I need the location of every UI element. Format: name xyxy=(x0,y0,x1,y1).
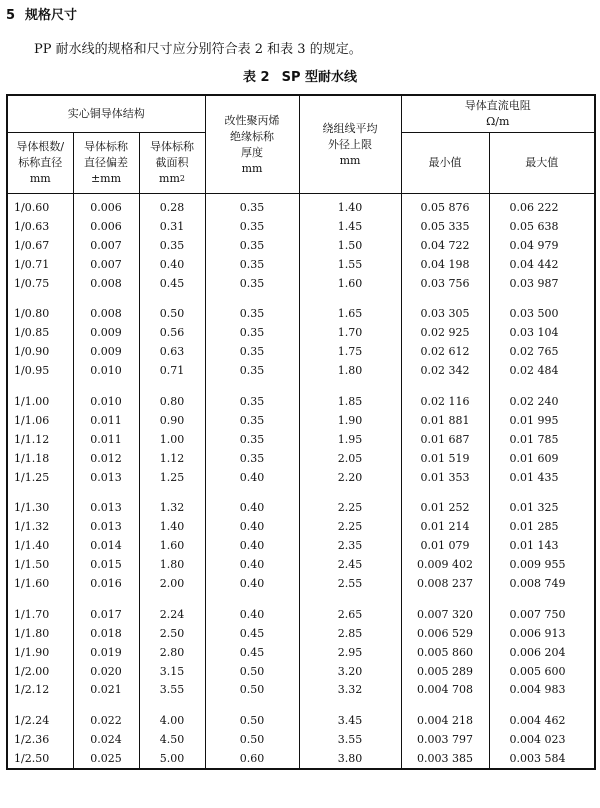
cell-outer-diameter: 1.80 xyxy=(299,361,401,380)
cell-diameter-deviation: 0.011 xyxy=(73,411,139,430)
cell-resistance-min: 0.03 305 xyxy=(401,304,489,323)
table-row xyxy=(7,392,595,411)
header-deviation-line: 导体标称 xyxy=(84,140,128,153)
header-section-line: 截面积 xyxy=(155,156,189,169)
table-row xyxy=(7,555,595,574)
cell-diameter-deviation: 0.009 xyxy=(73,342,139,361)
cell-outer-diameter: 2.05 xyxy=(299,449,401,468)
table-row xyxy=(7,680,595,699)
cell-diameter-deviation: 0.013 xyxy=(73,517,139,536)
cell-insulation-thickness: 0.45 xyxy=(205,643,299,662)
cell-outer-diameter: 3.80 xyxy=(299,749,401,769)
cell-resistance-max: 0.009 955 xyxy=(489,555,595,574)
cell-insulation-thickness: 0.40 xyxy=(205,468,299,487)
cell-diameter-deviation: 0.006 xyxy=(73,217,139,236)
cell-outer-diameter: 2.55 xyxy=(299,574,401,593)
cell-resistance-max: 0.01 143 xyxy=(489,536,595,555)
cell-resistance-min: 0.03 756 xyxy=(401,274,489,293)
cell-cross-section: 3.15 xyxy=(139,662,205,681)
table-row xyxy=(7,323,595,342)
header-conductor-structure: 实心铜导体结构 xyxy=(7,95,205,133)
table-row xyxy=(7,194,595,217)
spacer-cell xyxy=(401,593,489,605)
spacer-cell xyxy=(7,380,73,392)
cell-resistance-min: 0.005 289 xyxy=(401,662,489,681)
spacer-cell xyxy=(401,486,489,498)
cell-cross-section: 0.50 xyxy=(139,304,205,323)
table-row xyxy=(7,304,595,323)
cell-resistance-min: 0.02 116 xyxy=(401,392,489,411)
cell-resistance-min: 0.04 198 xyxy=(401,255,489,274)
header-insulation-thickness xyxy=(205,95,299,194)
spacer-cell xyxy=(7,486,73,498)
cell-insulation-thickness: 0.40 xyxy=(205,517,299,536)
cell-insulation-thickness: 0.40 xyxy=(205,555,299,574)
table-row xyxy=(7,624,595,643)
cell-outer-diameter: 1.85 xyxy=(299,392,401,411)
header-min-value: 最小值 xyxy=(401,133,489,194)
cell-insulation-thickness: 0.40 xyxy=(205,498,299,517)
table-row xyxy=(7,217,595,236)
cell-outer-diameter: 2.95 xyxy=(299,643,401,662)
cell-resistance-min: 0.01 079 xyxy=(401,536,489,555)
cell-outer-diameter: 2.25 xyxy=(299,498,401,517)
cell-cross-section: 0.63 xyxy=(139,342,205,361)
cell-resistance-max: 0.03 104 xyxy=(489,323,595,342)
table-row xyxy=(7,274,595,293)
cell-resistance-min: 0.04 722 xyxy=(401,236,489,255)
cell-cross-section: 0.45 xyxy=(139,274,205,293)
cell-diameter-deviation: 0.016 xyxy=(73,574,139,593)
cell-insulation-thickness: 0.35 xyxy=(205,342,299,361)
cell-cross-section: 2.50 xyxy=(139,624,205,643)
cell-cross-section: 0.56 xyxy=(139,323,205,342)
cell-resistance-max: 0.004 023 xyxy=(489,730,595,749)
cell-outer-diameter: 1.40 xyxy=(299,194,401,217)
section-heading xyxy=(6,4,77,23)
header-outer-diameter-line: 外径上限 xyxy=(328,137,373,151)
cell-count-diameter: 1/0.85 xyxy=(7,323,73,342)
cell-cross-section: 0.90 xyxy=(139,411,205,430)
table-row xyxy=(7,711,595,730)
cell-insulation-thickness: 0.60 xyxy=(205,749,299,769)
cell-resistance-max: 0.01 285 xyxy=(489,517,595,536)
spacer-cell xyxy=(489,699,595,711)
table-caption-label: 表 2 xyxy=(243,70,270,85)
cell-diameter-deviation: 0.011 xyxy=(73,430,139,449)
cell-insulation-thickness: 0.35 xyxy=(205,304,299,323)
cell-insulation-thickness: 0.35 xyxy=(205,449,299,468)
cell-count-diameter: 1/1.60 xyxy=(7,574,73,593)
cell-resistance-min: 0.01 214 xyxy=(401,517,489,536)
cell-insulation-thickness: 0.50 xyxy=(205,730,299,749)
cell-resistance-min: 0.05 335 xyxy=(401,217,489,236)
spacer-cell xyxy=(205,593,299,605)
cell-resistance-min: 0.01 881 xyxy=(401,411,489,430)
cell-resistance-max: 0.005 600 xyxy=(489,662,595,681)
cell-count-diameter: 1/0.71 xyxy=(7,255,73,274)
cell-count-diameter: 1/0.90 xyxy=(7,342,73,361)
cell-count-diameter: 1/1.18 xyxy=(7,449,73,468)
cell-outer-diameter: 3.45 xyxy=(299,711,401,730)
cell-outer-diameter: 2.35 xyxy=(299,536,401,555)
header-deviation-unit: ±mm xyxy=(90,172,122,185)
cell-resistance-max: 0.02 765 xyxy=(489,342,595,361)
cell-resistance-max: 0.04 442 xyxy=(489,255,595,274)
cell-outer-diameter: 2.65 xyxy=(299,605,401,624)
cell-resistance-max: 0.01 995 xyxy=(489,411,595,430)
cell-outer-diameter: 2.25 xyxy=(299,517,401,536)
spacer-cell xyxy=(205,380,299,392)
header-dc-resistance xyxy=(401,95,595,133)
cell-resistance-max: 0.04 979 xyxy=(489,236,595,255)
spacer-cell xyxy=(205,292,299,304)
cell-cross-section: 0.28 xyxy=(139,194,205,217)
cell-resistance-max: 0.03 500 xyxy=(489,304,595,323)
cell-insulation-thickness: 0.40 xyxy=(205,605,299,624)
cell-outer-diameter: 1.70 xyxy=(299,323,401,342)
cell-count-diameter: 1/2.36 xyxy=(7,730,73,749)
cell-diameter-deviation: 0.015 xyxy=(73,555,139,574)
header-dc-resistance-title: 导体直流电阻 xyxy=(464,99,531,112)
cell-resistance-min: 0.02 925 xyxy=(401,323,489,342)
table-row xyxy=(7,498,595,517)
spacer-cell xyxy=(299,292,401,304)
group-spacer xyxy=(7,380,595,392)
cell-resistance-max: 0.01 609 xyxy=(489,449,595,468)
header-max-value: 最大值 xyxy=(489,133,595,194)
cell-resistance-min: 0.004 708 xyxy=(401,680,489,699)
cell-cross-section: 1.12 xyxy=(139,449,205,468)
cell-cross-section: 2.00 xyxy=(139,574,205,593)
cell-diameter-deviation: 0.014 xyxy=(73,536,139,555)
table-row xyxy=(7,517,595,536)
table-row xyxy=(7,574,595,593)
cell-outer-diameter: 3.32 xyxy=(299,680,401,699)
cell-count-diameter: 1/1.40 xyxy=(7,536,73,555)
cell-resistance-min: 0.006 529 xyxy=(401,624,489,643)
spacer-cell xyxy=(7,699,73,711)
cell-diameter-deviation: 0.010 xyxy=(73,392,139,411)
cell-outer-diameter: 1.45 xyxy=(299,217,401,236)
header-outer-diameter-unit: mm xyxy=(339,153,361,167)
cell-resistance-min: 0.004 218 xyxy=(401,711,489,730)
cell-insulation-thickness: 0.35 xyxy=(205,274,299,293)
cell-resistance-min: 0.009 402 xyxy=(401,555,489,574)
cell-insulation-thickness: 0.35 xyxy=(205,323,299,342)
cell-outer-diameter: 2.85 xyxy=(299,624,401,643)
cell-resistance-min: 0.007 320 xyxy=(401,605,489,624)
cell-count-diameter: 1/2.00 xyxy=(7,662,73,681)
cell-resistance-min: 0.05 876 xyxy=(401,194,489,217)
cell-count-diameter: 1/1.06 xyxy=(7,411,73,430)
section-number: 5 xyxy=(6,8,16,23)
cell-resistance-max: 0.05 638 xyxy=(489,217,595,236)
table-row xyxy=(7,255,595,274)
header-count-diameter-unit: mm xyxy=(29,172,51,185)
header-section-line: 导体标称 xyxy=(150,140,195,153)
cell-cross-section: 1.60 xyxy=(139,536,205,555)
header-outer-diameter xyxy=(299,95,401,194)
cell-outer-diameter: 1.60 xyxy=(299,274,401,293)
cell-cross-section: 0.31 xyxy=(139,217,205,236)
cell-outer-diameter: 1.50 xyxy=(299,236,401,255)
cell-resistance-min: 0.02 342 xyxy=(401,361,489,380)
table-row xyxy=(7,749,595,769)
table-row xyxy=(7,605,595,624)
cell-resistance-max: 0.006 204 xyxy=(489,643,595,662)
cell-diameter-deviation: 0.013 xyxy=(73,498,139,517)
cell-insulation-thickness: 0.35 xyxy=(205,430,299,449)
spacer-cell xyxy=(139,292,205,304)
cell-count-diameter: 1/2.24 xyxy=(7,711,73,730)
spacer-cell xyxy=(139,486,205,498)
spec-table xyxy=(6,94,596,770)
spacer-cell xyxy=(401,380,489,392)
cell-insulation-thickness: 0.45 xyxy=(205,624,299,643)
table-caption xyxy=(0,66,600,85)
spacer-cell xyxy=(299,699,401,711)
cell-cross-section: 5.00 xyxy=(139,749,205,769)
spacer-cell xyxy=(139,699,205,711)
spacer-cell xyxy=(299,593,401,605)
header-deviation-line: 直径偏差 xyxy=(84,156,128,169)
table-row xyxy=(7,430,595,449)
group-spacer xyxy=(7,292,595,304)
section-title: 规格尺寸 xyxy=(25,8,78,23)
cell-resistance-max: 0.008 749 xyxy=(489,574,595,593)
spacer-cell xyxy=(7,292,73,304)
cell-cross-section: 2.24 xyxy=(139,605,205,624)
header-cross-section xyxy=(139,133,205,194)
cell-diameter-deviation: 0.007 xyxy=(73,236,139,255)
header-insulation-line: 厚度 xyxy=(241,145,264,159)
spacer-cell xyxy=(401,699,489,711)
header-count-diameter-line: 导体根数/ xyxy=(16,140,65,153)
spacer-cell xyxy=(299,380,401,392)
cell-diameter-deviation: 0.008 xyxy=(73,304,139,323)
cell-cross-section: 1.80 xyxy=(139,555,205,574)
cell-count-diameter: 1/1.50 xyxy=(7,555,73,574)
cell-outer-diameter: 1.65 xyxy=(299,304,401,323)
cell-outer-diameter: 1.75 xyxy=(299,342,401,361)
table-row xyxy=(7,342,595,361)
cell-count-diameter: 1/1.25 xyxy=(7,468,73,487)
cell-insulation-thickness: 0.35 xyxy=(205,236,299,255)
cell-outer-diameter: 3.55 xyxy=(299,730,401,749)
spacer-cell xyxy=(73,486,139,498)
cell-count-diameter: 1/2.50 xyxy=(7,749,73,769)
cell-resistance-max: 0.007 750 xyxy=(489,605,595,624)
spacer-cell xyxy=(73,380,139,392)
cell-diameter-deviation: 0.013 xyxy=(73,468,139,487)
cell-resistance-min: 0.008 237 xyxy=(401,574,489,593)
cell-count-diameter: 1/0.95 xyxy=(7,361,73,380)
cell-cross-section: 3.55 xyxy=(139,680,205,699)
cell-resistance-max: 0.01 785 xyxy=(489,430,595,449)
cell-diameter-deviation: 0.009 xyxy=(73,323,139,342)
table-row xyxy=(7,449,595,468)
cell-resistance-min: 0.003 385 xyxy=(401,749,489,769)
cell-outer-diameter: 1.95 xyxy=(299,430,401,449)
cell-outer-diameter: 1.90 xyxy=(299,411,401,430)
cell-insulation-thickness: 0.35 xyxy=(205,361,299,380)
header-diameter-deviation xyxy=(73,133,139,194)
cell-resistance-min: 0.005 860 xyxy=(401,643,489,662)
table-row xyxy=(7,236,595,255)
spacer-cell xyxy=(489,486,595,498)
spacer-cell xyxy=(205,699,299,711)
header-count-diameter-line: 标称直径 xyxy=(18,156,63,169)
cell-cross-section: 1.32 xyxy=(139,498,205,517)
cell-diameter-deviation: 0.020 xyxy=(73,662,139,681)
cell-resistance-max: 0.004 462 xyxy=(489,711,595,730)
header-insulation-line: 绝缘标称 xyxy=(230,129,275,143)
cell-insulation-thickness: 0.50 xyxy=(205,711,299,730)
cell-count-diameter: 1/2.12 xyxy=(7,680,73,699)
cell-outer-diameter: 2.45 xyxy=(299,555,401,574)
table-row xyxy=(7,361,595,380)
cell-cross-section: 0.35 xyxy=(139,236,205,255)
spacer-cell xyxy=(139,380,205,392)
cell-resistance-min: 0.01 353 xyxy=(401,468,489,487)
cell-cross-section: 0.40 xyxy=(139,255,205,274)
cell-insulation-thickness: 0.35 xyxy=(205,255,299,274)
header-section-unit xyxy=(140,171,205,187)
cell-count-diameter: 1/0.63 xyxy=(7,217,73,236)
cell-outer-diameter: 1.55 xyxy=(299,255,401,274)
cell-outer-diameter: 3.20 xyxy=(299,662,401,681)
cell-resistance-min: 0.01 519 xyxy=(401,449,489,468)
spacer-cell xyxy=(299,486,401,498)
table-row xyxy=(7,643,595,662)
cell-cross-section: 1.25 xyxy=(139,468,205,487)
spacer-cell xyxy=(489,292,595,304)
cell-resistance-max: 0.01 325 xyxy=(489,498,595,517)
cell-insulation-thickness: 0.35 xyxy=(205,392,299,411)
cell-diameter-deviation: 0.006 xyxy=(73,194,139,217)
cell-insulation-thickness: 0.40 xyxy=(205,536,299,555)
cell-resistance-min: 0.003 797 xyxy=(401,730,489,749)
cell-resistance-max: 0.06 222 xyxy=(489,194,595,217)
cell-diameter-deviation: 0.017 xyxy=(73,605,139,624)
cell-cross-section: 4.00 xyxy=(139,711,205,730)
cell-count-diameter: 1/1.70 xyxy=(7,605,73,624)
cell-cross-section: 4.50 xyxy=(139,730,205,749)
header-count-diameter xyxy=(7,133,73,194)
table-row xyxy=(7,411,595,430)
cell-outer-diameter: 2.20 xyxy=(299,468,401,487)
cell-insulation-thickness: 0.35 xyxy=(205,217,299,236)
cell-resistance-max: 0.006 913 xyxy=(489,624,595,643)
cell-cross-section: 2.80 xyxy=(139,643,205,662)
cell-count-diameter: 1/0.80 xyxy=(7,304,73,323)
table-row xyxy=(7,730,595,749)
cell-count-diameter: 1/1.90 xyxy=(7,643,73,662)
cell-count-diameter: 1/1.12 xyxy=(7,430,73,449)
cell-count-diameter: 1/1.32 xyxy=(7,517,73,536)
table-row xyxy=(7,662,595,681)
cell-count-diameter: 1/1.00 xyxy=(7,392,73,411)
table-caption-title: SP 型耐水线 xyxy=(281,70,357,85)
cell-diameter-deviation: 0.007 xyxy=(73,255,139,274)
cell-diameter-deviation: 0.019 xyxy=(73,643,139,662)
cell-cross-section: 0.71 xyxy=(139,361,205,380)
spacer-cell xyxy=(73,292,139,304)
header-insulation-unit: mm xyxy=(241,161,263,175)
header-dc-resistance-unit: Ω/m xyxy=(486,115,510,128)
header-section-unit-superscript: 2 xyxy=(179,174,185,183)
group-spacer xyxy=(7,486,595,498)
cell-resistance-min: 0.02 612 xyxy=(401,342,489,361)
table-body xyxy=(7,194,595,770)
header-outer-diameter-line: 绕组线平均 xyxy=(322,121,378,135)
cell-diameter-deviation: 0.022 xyxy=(73,711,139,730)
cell-cross-section: 1.00 xyxy=(139,430,205,449)
table-row xyxy=(7,468,595,487)
cell-diameter-deviation: 0.018 xyxy=(73,624,139,643)
cell-insulation-thickness: 0.40 xyxy=(205,574,299,593)
cell-insulation-thickness: 0.35 xyxy=(205,194,299,217)
cell-diameter-deviation: 0.010 xyxy=(73,361,139,380)
group-spacer xyxy=(7,699,595,711)
cell-diameter-deviation: 0.024 xyxy=(73,730,139,749)
cell-diameter-deviation: 0.008 xyxy=(73,274,139,293)
cell-diameter-deviation: 0.012 xyxy=(73,449,139,468)
spacer-cell xyxy=(205,486,299,498)
spacer-cell xyxy=(7,593,73,605)
cell-resistance-max: 0.02 484 xyxy=(489,361,595,380)
spacer-cell xyxy=(489,593,595,605)
cell-count-diameter: 1/0.75 xyxy=(7,274,73,293)
cell-resistance-min: 0.01 687 xyxy=(401,430,489,449)
header-section-unit-text: mm xyxy=(159,172,180,185)
spacer-cell xyxy=(489,380,595,392)
cell-insulation-thickness: 0.50 xyxy=(205,662,299,681)
cell-resistance-max: 0.03 987 xyxy=(489,274,595,293)
cell-count-diameter: 1/1.80 xyxy=(7,624,73,643)
spacer-cell xyxy=(73,699,139,711)
spacer-cell xyxy=(73,593,139,605)
cell-resistance-max: 0.004 983 xyxy=(489,680,595,699)
cell-diameter-deviation: 0.025 xyxy=(73,749,139,769)
cell-cross-section: 1.40 xyxy=(139,517,205,536)
cell-insulation-thickness: 0.35 xyxy=(205,411,299,430)
group-spacer xyxy=(7,593,595,605)
intro-paragraph: PP 耐水线的规格和尺寸应分别符合表 2 和表 3 的规定。 xyxy=(34,42,362,57)
cell-resistance-min: 0.01 252 xyxy=(401,498,489,517)
spacer-cell xyxy=(401,292,489,304)
cell-insulation-thickness: 0.50 xyxy=(205,680,299,699)
cell-count-diameter: 1/0.60 xyxy=(7,194,73,217)
cell-cross-section: 0.80 xyxy=(139,392,205,411)
cell-resistance-max: 0.01 435 xyxy=(489,468,595,487)
cell-count-diameter: 1/0.67 xyxy=(7,236,73,255)
spacer-cell xyxy=(139,593,205,605)
header-insulation-line: 改性聚丙烯 xyxy=(224,113,280,127)
cell-resistance-max: 0.003 584 xyxy=(489,749,595,769)
cell-diameter-deviation: 0.021 xyxy=(73,680,139,699)
cell-count-diameter: 1/1.30 xyxy=(7,498,73,517)
cell-resistance-max: 0.02 240 xyxy=(489,392,595,411)
table-row xyxy=(7,536,595,555)
